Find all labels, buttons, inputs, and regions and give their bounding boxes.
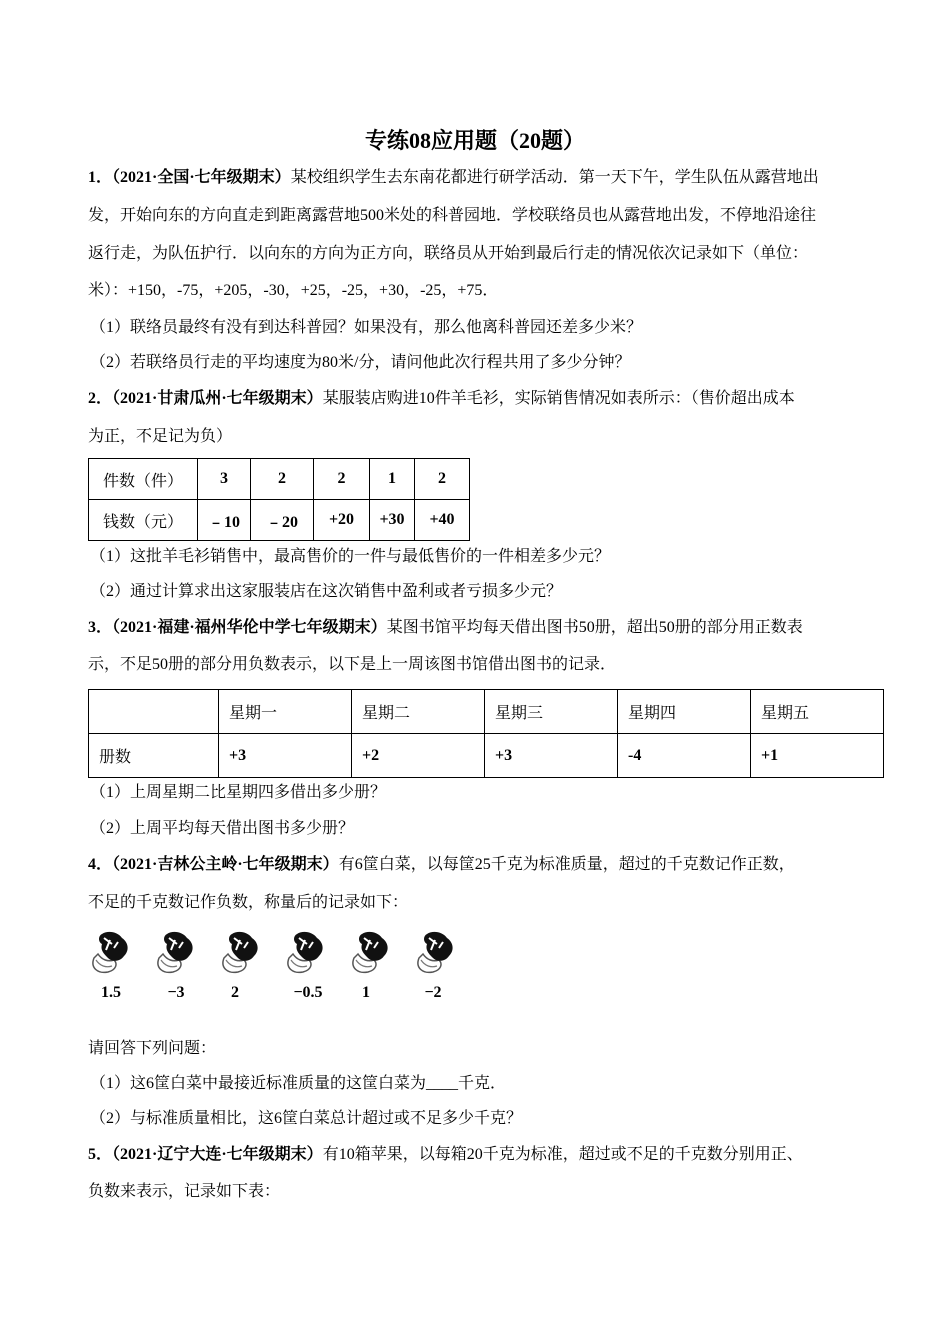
cabbage-label: −0.5 [293, 984, 323, 1001]
q2-line-1: 2．（2021·甘肃瓜州·七年级期末）某服装店购进10件羊毛衫，实际销售情况如表所示：（售价超出成本 [88, 390, 795, 407]
table-cell: 星期四 [618, 690, 751, 734]
q3-sub-1: （1）上周星期二比星期四多借出多少册？ [90, 784, 387, 801]
q4-line-2: 不足的千克数记作负数，称量后的记录如下： [88, 894, 409, 911]
q1-line-4: 米）：+150，-75，+205，-30，+25，-25，+30，-25，+75． [88, 282, 499, 299]
q5-line-2: 负数来表示，记录如下表： [88, 1183, 281, 1200]
q4-sub-1: （1）这6筐白菜中最接近标准质量的这筐白菜为____千克． [90, 1075, 507, 1092]
q1-sub-2: （2）若联络员行走的平均速度为80米/分，请问他此次行程共用了多少分钟？ [90, 354, 631, 371]
cabbage-icon [218, 928, 262, 976]
table-cell: ﹣20 [251, 500, 314, 541]
q2-sub-1: （1）这批羊毛衫销售中，最高售价的一件与最低售价的一件相差多少元？ [90, 548, 611, 565]
q1-line-2: 发，开始向东的方向直走到距离露营地500米处的科普园地．学校联络员也从露营地出发，不停地沿途往 [88, 207, 817, 224]
table-cell: +3 [219, 734, 352, 778]
cabbage-label: −3 [167, 984, 185, 1001]
table-cell: 1 [370, 459, 415, 500]
q4-line-1: 4．（2021·吉林公主岭·七年级期末）有6筐白菜，以每筐25千克为标准质量，超过的千克数记作正数， [88, 856, 795, 873]
table-cell: 星期一 [219, 690, 352, 734]
table-cell: ﹣10 [198, 500, 251, 541]
table-cell: 2 [314, 459, 370, 500]
table-cell: 册数 [89, 734, 219, 778]
table-cell: 星期五 [751, 690, 884, 734]
table-row [89, 690, 884, 734]
cabbage-icon [88, 928, 132, 976]
q4-prompt: 请回答下列问题： [88, 1040, 217, 1057]
q3-line-1: 3．（2021·福建·福州华伦中学七年级期末）某图书馆平均每天借出图书50册，超出50册的部分用正数表 [88, 619, 803, 636]
table-row [89, 500, 470, 541]
q1-sub-1: （1）联络员最终有没有到达科普园？如果没有，那么他离科普园还差多少米？ [90, 319, 643, 336]
table-row [89, 459, 470, 500]
table-row [89, 734, 884, 778]
table-cell: +30 [370, 500, 415, 541]
cabbage-icon [153, 928, 197, 976]
library-table [88, 689, 884, 778]
q1-line-1: 1．（2021·全国·七年级期末）某校组织学生去东南花都进行研学活动．第一天下午，学生队伍从露营地出 [88, 169, 819, 186]
table-cell: 星期二 [352, 690, 485, 734]
cabbage-label: −2 [424, 984, 442, 1001]
cabbage-label: 1.5 [101, 984, 121, 1001]
table-cell: 钱数（元） [89, 500, 198, 541]
q2-line-2: 为正，不足记为负） [88, 428, 233, 445]
table-cell: 星期三 [485, 690, 618, 734]
q3-sub-2: （2）上周平均每天借出图书多少册？ [90, 820, 355, 837]
q2-sub-2: （2）通过计算求出这家服装店在这次销售中盈利或者亏损多少元？ [90, 583, 563, 600]
q3-line-2: 示，不足50册的部分用负数表示，以下是上一周该图书馆借出图书的记录． [88, 656, 617, 673]
table-cell: +40 [415, 500, 470, 541]
table-cell: 件数（件） [89, 459, 198, 500]
q5-line-1: 5．（2021·辽宁大连·七年级期末）有10箱苹果，以每箱20千克为标准，超过或不足的千克数分别用正、 [88, 1146, 803, 1163]
q4-sub-2: （2）与标准质量相比，这6筐白菜总计超过或不足多少千克？ [90, 1110, 523, 1127]
q1-line-3: 返行走，为队伍护行．以向东的方向为正方向，联络员从开始到最后行走的情况依次记录如下（单位： [88, 245, 809, 262]
table-cell: 2 [251, 459, 314, 500]
cabbage-icon [413, 928, 457, 976]
page-title: 专练08应用题（20题） [364, 128, 585, 153]
table-cell: -4 [618, 734, 751, 778]
table-cell: +1 [751, 734, 884, 778]
cabbage-label: 1 [362, 984, 370, 1001]
table-cell: 2 [415, 459, 470, 500]
cabbage-label: 2 [231, 984, 239, 1001]
table-cell: +20 [314, 500, 370, 541]
table-cell [89, 690, 219, 734]
cabbage-icon [348, 928, 392, 976]
sales-table [88, 458, 470, 541]
table-cell: +3 [485, 734, 618, 778]
table-cell: +2 [352, 734, 485, 778]
cabbage-icon [283, 928, 327, 976]
table-cell: 3 [198, 459, 251, 500]
